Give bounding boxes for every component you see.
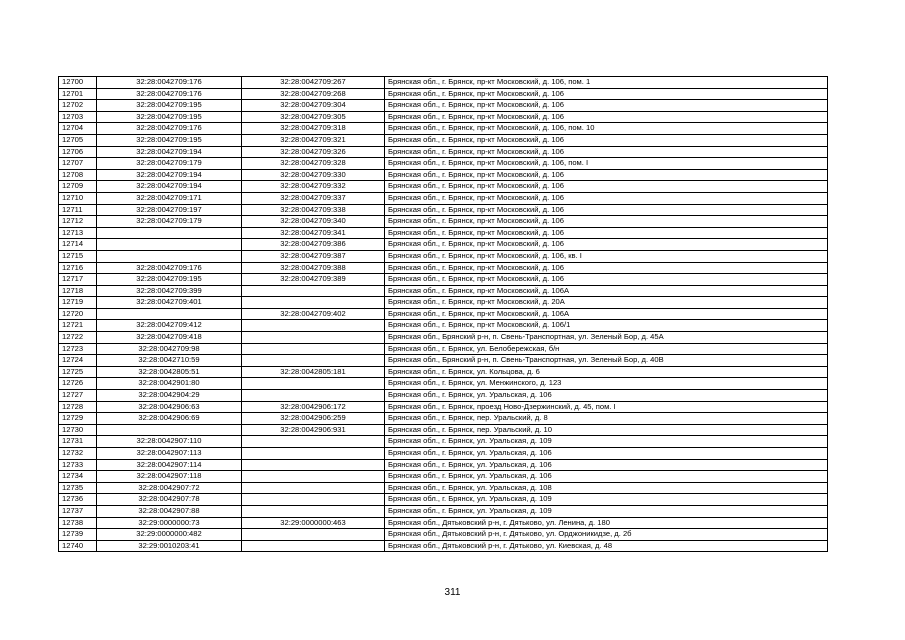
row-number-cell: 12706 bbox=[59, 146, 97, 158]
table-row bbox=[59, 390, 828, 402]
row-number-cell: 12727 bbox=[59, 390, 97, 402]
row-number-cell: 12736 bbox=[59, 494, 97, 506]
row-number-cell: 12734 bbox=[59, 471, 97, 483]
address-cell: Брянская обл., г. Брянск, пр-кт Московский, д. 106 bbox=[385, 227, 828, 239]
row-number-cell: 12713 bbox=[59, 227, 97, 239]
table-row bbox=[59, 134, 828, 146]
address-cell: Брянская обл., г. Брянск, пр-кт Московский, д. 20А bbox=[385, 297, 828, 309]
row-number-cell: 12737 bbox=[59, 505, 97, 517]
row-number-cell: 12710 bbox=[59, 192, 97, 204]
row-number-cell: 12712 bbox=[59, 216, 97, 228]
cadastral-number-cell: 32:29:0000000:73 bbox=[97, 517, 242, 529]
table-row bbox=[59, 517, 828, 529]
row-number-cell: 12716 bbox=[59, 262, 97, 274]
cadastral-number-cell bbox=[242, 390, 385, 402]
cadastral-number-cell: 32:28:0042709:195 bbox=[97, 100, 242, 112]
cadastral-number-cell: 32:28:0042907:78 bbox=[97, 494, 242, 506]
cadastral-number-cell: 32:28:0042904:29 bbox=[97, 390, 242, 402]
address-cell: Брянская обл., г. Брянск, ул. Уральская, д. 108 bbox=[385, 482, 828, 494]
cadastral-number-cell bbox=[242, 285, 385, 297]
table-row bbox=[59, 494, 828, 506]
table-row bbox=[59, 158, 828, 170]
cadastral-number-cell: 32:28:0042709:305 bbox=[242, 111, 385, 123]
address-cell: Брянская обл., г. Брянск, проезд Ново-Дзержинский, д. 45, пом. I bbox=[385, 401, 828, 413]
row-number-cell: 12721 bbox=[59, 320, 97, 332]
table-row bbox=[59, 216, 828, 228]
cadastral-number-cell bbox=[242, 505, 385, 517]
cadastral-number-cell: 32:28:0042709:418 bbox=[97, 332, 242, 344]
address-cell: Брянская обл., г. Брянск, пр-кт Московский, д. 106 bbox=[385, 100, 828, 112]
row-number-cell: 12729 bbox=[59, 413, 97, 425]
row-number-cell: 12733 bbox=[59, 459, 97, 471]
cadastral-number-cell: 32:28:0042906:172 bbox=[242, 401, 385, 413]
address-cell: Брянская обл., г. Брянск, пр-кт Московский, д. 106 bbox=[385, 181, 828, 193]
cadastral-number-cell: 32:28:0042709:194 bbox=[97, 146, 242, 158]
cadastral-number-cell: 32:28:0042709:399 bbox=[97, 285, 242, 297]
table-row bbox=[59, 308, 828, 320]
address-cell: Брянская обл., Дятьковский р-н, г. Дятьково, ул. Ленина, д. 180 bbox=[385, 517, 828, 529]
address-cell: Брянская обл., г. Брянск, ул. Уральская, д. 106 bbox=[385, 390, 828, 402]
row-number-cell: 12730 bbox=[59, 424, 97, 436]
row-number-cell: 12709 bbox=[59, 181, 97, 193]
address-cell: Брянская обл., Дятьковский р-н, г. Дятьково, ул. Орджоникидзе, д. 2б bbox=[385, 529, 828, 541]
cadastral-number-cell: 32:28:0042907:118 bbox=[97, 471, 242, 483]
row-number-cell: 12723 bbox=[59, 343, 97, 355]
address-cell: Брянская обл., г. Брянск, пр-кт Московский, д. 106, пом. 1 bbox=[385, 77, 828, 89]
address-cell: Брянская обл., г. Брянск, ул. Уральская, д. 109 bbox=[385, 505, 828, 517]
table-row bbox=[59, 401, 828, 413]
table-row bbox=[59, 320, 828, 332]
cadastral-number-cell: 32:28:0042709:401 bbox=[97, 297, 242, 309]
cadastral-number-cell: 32:28:0042709:179 bbox=[97, 158, 242, 170]
cadastral-number-cell: 32:28:0042709:338 bbox=[242, 204, 385, 216]
row-number-cell: 12739 bbox=[59, 529, 97, 541]
row-number-cell: 12705 bbox=[59, 134, 97, 146]
address-cell: Брянская обл., г. Брянск, ул. Уральская, д. 106 bbox=[385, 459, 828, 471]
cadastral-number-cell: 32:29:0010203:41 bbox=[97, 540, 242, 552]
cadastral-number-cell: 32:28:0042709:194 bbox=[97, 181, 242, 193]
cadastral-number-cell bbox=[242, 355, 385, 367]
cadastral-number-cell: 32:28:0042709:386 bbox=[242, 239, 385, 251]
table-row bbox=[59, 366, 828, 378]
row-number-cell: 12720 bbox=[59, 308, 97, 320]
table-row bbox=[59, 355, 828, 367]
table-row bbox=[59, 505, 828, 517]
cadastral-number-cell: 32:28:0042709:389 bbox=[242, 274, 385, 286]
cadastral-number-cell: 32:28:0042709:268 bbox=[242, 88, 385, 100]
row-number-cell: 12735 bbox=[59, 482, 97, 494]
cadastral-number-cell: 32:28:0042709:197 bbox=[97, 204, 242, 216]
address-cell: Брянская обл., г. Брянск, пр-кт Московский, д. 106 bbox=[385, 216, 828, 228]
table-row bbox=[59, 459, 828, 471]
cadastral-number-cell: 32:28:0042709:412 bbox=[97, 320, 242, 332]
row-number-cell: 12738 bbox=[59, 517, 97, 529]
cadastral-number-cell bbox=[242, 332, 385, 344]
address-cell: Брянская обл., г. Брянск, пр-кт Московский, д. 106, пом. I bbox=[385, 158, 828, 170]
address-cell: Брянская обл., г. Брянск, пр-кт Московский, д. 106 bbox=[385, 192, 828, 204]
cadastral-number-cell: 32:28:0042709:195 bbox=[97, 274, 242, 286]
cadastral-number-cell bbox=[242, 482, 385, 494]
table-row bbox=[59, 540, 828, 552]
table-row bbox=[59, 285, 828, 297]
address-cell: Брянская обл., г. Брянск, пер. Уральский, д. 8 bbox=[385, 413, 828, 425]
cadastral-number-cell bbox=[97, 424, 242, 436]
table-row bbox=[59, 529, 828, 541]
table-body bbox=[59, 77, 828, 552]
cadastral-number-cell: 32:28:0042709:321 bbox=[242, 134, 385, 146]
address-cell: Брянская обл., г. Брянск, пр-кт Московский, д. 106 bbox=[385, 204, 828, 216]
cadastral-number-cell: 32:28:0042710:59 bbox=[97, 355, 242, 367]
table-row bbox=[59, 297, 828, 309]
table-row bbox=[59, 192, 828, 204]
cadastral-number-cell bbox=[97, 308, 242, 320]
row-number-cell: 12719 bbox=[59, 297, 97, 309]
table-row bbox=[59, 471, 828, 483]
address-cell: Брянская обл., г. Брянск, пр-кт Московский, д. 106 bbox=[385, 111, 828, 123]
row-number-cell: 12715 bbox=[59, 250, 97, 262]
address-cell: Брянская обл., г. Брянск, ул. Менжинского, д. 123 bbox=[385, 378, 828, 390]
cadastral-number-cell: 32:28:0042907:72 bbox=[97, 482, 242, 494]
cadastral-number-cell: 32:28:0042709:326 bbox=[242, 146, 385, 158]
registry-table bbox=[58, 76, 828, 552]
table-row bbox=[59, 274, 828, 286]
cadastral-number-cell: 32:28:0042709:194 bbox=[97, 169, 242, 181]
address-cell: Брянская обл., Брянский р-н, п. Свень-Транспортная, ул. Зеленый Бор, д. 40В bbox=[385, 355, 828, 367]
table-row bbox=[59, 378, 828, 390]
cadastral-number-cell bbox=[242, 494, 385, 506]
address-cell: Брянская обл., г. Брянск, ул. Белобережская, б/н bbox=[385, 343, 828, 355]
cadastral-number-cell: 32:28:0042709:337 bbox=[242, 192, 385, 204]
row-number-cell: 12711 bbox=[59, 204, 97, 216]
cadastral-number-cell bbox=[97, 250, 242, 262]
cadastral-number-cell: 32:28:0042709:195 bbox=[97, 111, 242, 123]
table-row bbox=[59, 227, 828, 239]
address-cell: Брянская обл., г. Брянск, пр-кт Московский, д. 106, кв. I bbox=[385, 250, 828, 262]
row-number-cell: 12714 bbox=[59, 239, 97, 251]
address-cell: Брянская обл., г. Брянск, пр-кт Московский, д. 106 bbox=[385, 262, 828, 274]
cadastral-number-cell bbox=[97, 227, 242, 239]
row-number-cell: 12725 bbox=[59, 366, 97, 378]
row-number-cell: 12700 bbox=[59, 77, 97, 89]
cadastral-number-cell: 32:28:0042709:318 bbox=[242, 123, 385, 135]
cadastral-number-cell: 32:29:0000000:482 bbox=[97, 529, 242, 541]
row-number-cell: 12724 bbox=[59, 355, 97, 367]
cadastral-number-cell: 32:28:0042709:328 bbox=[242, 158, 385, 170]
cadastral-number-cell: 32:28:0042709:304 bbox=[242, 100, 385, 112]
row-number-cell: 12728 bbox=[59, 401, 97, 413]
cadastral-number-cell: 32:28:0042709:340 bbox=[242, 216, 385, 228]
address-cell: Брянская обл., Дятьковский р-н, г. Дятьково, ул. Киевская, д. 48 bbox=[385, 540, 828, 552]
row-number-cell: 12732 bbox=[59, 448, 97, 460]
cadastral-number-cell: 32:28:0042907:110 bbox=[97, 436, 242, 448]
row-number-cell: 12707 bbox=[59, 158, 97, 170]
cadastral-number-cell: 32:28:0042907:113 bbox=[97, 448, 242, 460]
address-cell: Брянская обл., г. Брянск, пр-кт Московский, д. 106, пом. 10 bbox=[385, 123, 828, 135]
table-row bbox=[59, 448, 828, 460]
row-number-cell: 12717 bbox=[59, 274, 97, 286]
address-cell: Брянская обл., г. Брянск, пр-кт Московский, д. 106 bbox=[385, 146, 828, 158]
address-cell: Брянская обл., г. Брянск, ул. Кольцова, д. 6 bbox=[385, 366, 828, 378]
address-cell: Брянская обл., г. Брянск, пр-кт Московский, д. 106 bbox=[385, 239, 828, 251]
cadastral-number-cell: 32:28:0042709:98 bbox=[97, 343, 242, 355]
cadastral-number-cell: 32:28:0042709:387 bbox=[242, 250, 385, 262]
row-number-cell: 12708 bbox=[59, 169, 97, 181]
table-row bbox=[59, 343, 828, 355]
table-row bbox=[59, 169, 828, 181]
address-cell: Брянская обл., г. Брянск, ул. Уральская, д. 109 bbox=[385, 494, 828, 506]
cadastral-number-cell: 32:28:0042709:341 bbox=[242, 227, 385, 239]
address-cell: Брянская обл., г. Брянск, пр-кт Московский, д. 106 bbox=[385, 88, 828, 100]
cadastral-number-cell bbox=[242, 320, 385, 332]
address-cell: Брянская обл., г. Брянск, ул. Уральская, д. 106 bbox=[385, 448, 828, 460]
cadastral-number-cell: 32:28:0042709:267 bbox=[242, 77, 385, 89]
cadastral-number-cell bbox=[242, 343, 385, 355]
table-row bbox=[59, 77, 828, 89]
cadastral-number-cell: 32:28:0042709:332 bbox=[242, 181, 385, 193]
cadastral-number-cell bbox=[242, 459, 385, 471]
address-cell: Брянская обл., г. Брянск, ул. Уральская, д. 106 bbox=[385, 471, 828, 483]
address-cell: Брянская обл., г. Брянск, ул. Уральская, д. 109 bbox=[385, 436, 828, 448]
cadastral-number-cell: 32:28:0042901:80 bbox=[97, 378, 242, 390]
cadastral-number-cell bbox=[242, 436, 385, 448]
address-cell: Брянская обл., г. Брянск, пр-кт Московский, д. 106 bbox=[385, 134, 828, 146]
row-number-cell: 12701 bbox=[59, 88, 97, 100]
table-row bbox=[59, 413, 828, 425]
cadastral-number-cell: 32:28:0042709:176 bbox=[97, 88, 242, 100]
row-number-cell: 12702 bbox=[59, 100, 97, 112]
table-row bbox=[59, 332, 828, 344]
cadastral-number-cell: 32:28:0042709:388 bbox=[242, 262, 385, 274]
cadastral-number-cell bbox=[242, 297, 385, 309]
cadastral-number-cell bbox=[242, 529, 385, 541]
cadastral-number-cell: 32:28:0042907:114 bbox=[97, 459, 242, 471]
address-cell: Брянская обл., Брянский р-н, п. Свень-Транспортная, ул. Зеленый Бор, д. 45А bbox=[385, 332, 828, 344]
cadastral-number-cell bbox=[242, 448, 385, 460]
table-row bbox=[59, 436, 828, 448]
table-row bbox=[59, 100, 828, 112]
address-cell: Брянская обл., г. Брянск, пр-кт Московский, д. 106А bbox=[385, 285, 828, 297]
cadastral-number-cell: 32:28:0042709:171 bbox=[97, 192, 242, 204]
cadastral-number-cell: 32:28:0042709:176 bbox=[97, 77, 242, 89]
address-cell: Брянская обл., г. Брянск, пр-кт Московский, д. 106/1 bbox=[385, 320, 828, 332]
cadastral-number-cell bbox=[242, 471, 385, 483]
table-row bbox=[59, 146, 828, 158]
table-row bbox=[59, 88, 828, 100]
address-cell: Брянская обл., г. Брянск, пр-кт Московский, д. 106А bbox=[385, 308, 828, 320]
row-number-cell: 12731 bbox=[59, 436, 97, 448]
table-row bbox=[59, 239, 828, 251]
cadastral-number-cell: 32:28:0042906:931 bbox=[242, 424, 385, 436]
row-number-cell: 12718 bbox=[59, 285, 97, 297]
address-cell: Брянская обл., г. Брянск, пер. Уральский, д. 10 bbox=[385, 424, 828, 436]
row-number-cell: 12726 bbox=[59, 378, 97, 390]
cadastral-number-cell: 32:28:0042906:259 bbox=[242, 413, 385, 425]
table-row bbox=[59, 123, 828, 135]
row-number-cell: 12704 bbox=[59, 123, 97, 135]
cadastral-number-cell: 32:28:0042709:176 bbox=[97, 262, 242, 274]
cadastral-number-cell: 32:28:0042709:195 bbox=[97, 134, 242, 146]
cadastral-number-cell: 32:28:0042906:69 bbox=[97, 413, 242, 425]
table-row bbox=[59, 262, 828, 274]
table-row bbox=[59, 204, 828, 216]
cadastral-number-cell: 32:28:0042907:88 bbox=[97, 505, 242, 517]
address-cell: Брянская обл., г. Брянск, пр-кт Московский, д. 106 bbox=[385, 274, 828, 286]
cadastral-number-cell: 32:28:0042805:181 bbox=[242, 366, 385, 378]
cadastral-number-cell: 32:28:0042709:402 bbox=[242, 308, 385, 320]
row-number-cell: 12722 bbox=[59, 332, 97, 344]
row-number-cell: 12703 bbox=[59, 111, 97, 123]
row-number-cell: 12740 bbox=[59, 540, 97, 552]
table-row bbox=[59, 250, 828, 262]
cadastral-number-cell: 32:28:0042709:176 bbox=[97, 123, 242, 135]
cadastral-number-cell bbox=[97, 239, 242, 251]
cadastral-number-cell bbox=[242, 540, 385, 552]
cadastral-number-cell: 32:28:0042906:63 bbox=[97, 401, 242, 413]
table-row bbox=[59, 181, 828, 193]
cadastral-number-cell: 32:28:0042805:51 bbox=[97, 366, 242, 378]
cadastral-number-cell bbox=[242, 378, 385, 390]
address-cell: Брянская обл., г. Брянск, пр-кт Московский, д. 106 bbox=[385, 169, 828, 181]
page-number: 311 bbox=[444, 587, 461, 598]
cadastral-number-cell: 32:28:0042709:179 bbox=[97, 216, 242, 228]
table-row bbox=[59, 111, 828, 123]
table-row bbox=[59, 482, 828, 494]
cadastral-number-cell: 32:29:0000000:463 bbox=[242, 517, 385, 529]
table-row bbox=[59, 424, 828, 436]
cadastral-number-cell: 32:28:0042709:330 bbox=[242, 169, 385, 181]
